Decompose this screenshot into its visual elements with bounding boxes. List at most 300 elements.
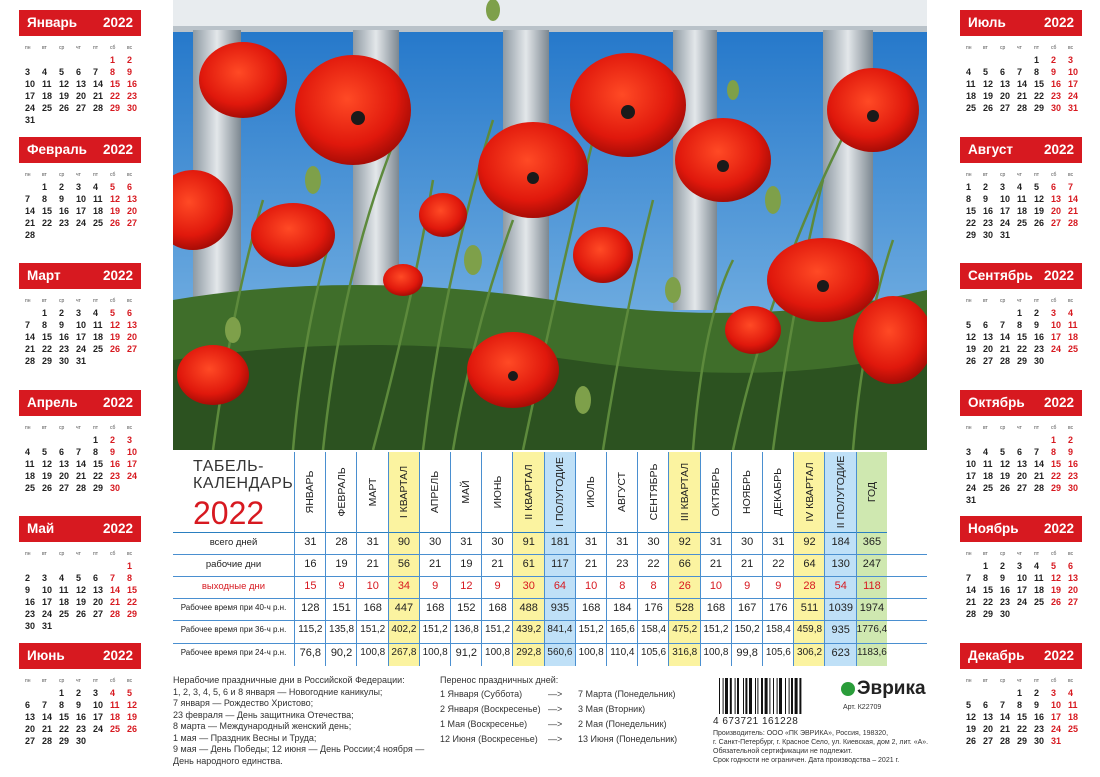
month-header: [960, 516, 1082, 542]
empty-day: [42, 560, 58, 572]
day-cell: 13: [1017, 458, 1028, 469]
day-cell: 17: [76, 205, 87, 216]
day-cell: 27: [983, 735, 994, 746]
day-cell: 23: [76, 723, 87, 734]
day-cell: 14: [93, 79, 104, 89]
day-cell: 6: [25, 699, 31, 710]
day-cell: 2: [1034, 687, 1040, 698]
day-cell: 20: [127, 332, 138, 342]
holiday-line: 1 мая — Праздник Весны и Труда;: [173, 732, 317, 743]
day-cell: 25: [59, 609, 70, 619]
tabel-cell: 56: [397, 558, 411, 570]
tabel-cell: 623: [831, 647, 850, 659]
month-days-grid: [966, 548, 1082, 620]
day-cell: 7: [1017, 67, 1023, 77]
tabel-column: [481, 452, 513, 666]
day-cell: 22: [59, 723, 70, 734]
tabel-cell: 99,8: [736, 647, 758, 659]
empty-day: [983, 307, 999, 319]
day-cell: 9: [127, 67, 133, 77]
day-cell: 17: [1068, 79, 1079, 89]
day-cell: 13: [983, 332, 994, 342]
tabel-cell: 31: [460, 536, 473, 548]
day-cell: 16: [1068, 458, 1079, 469]
day-cell: 6: [1017, 446, 1023, 457]
day-cell: 5: [127, 687, 133, 698]
day-cell: 12: [76, 585, 87, 595]
tabel-cell: 150,2: [734, 624, 760, 635]
day-cell: 23: [127, 91, 138, 101]
day-cell: 19: [1000, 470, 1011, 481]
tabel-column: [731, 452, 763, 666]
day-cell: 26: [1051, 597, 1062, 607]
weekday-label: пн: [25, 677, 31, 684]
tabel-cell: 168: [363, 602, 382, 614]
day-cell: 6: [1051, 181, 1057, 192]
barcode-bar: [735, 678, 736, 714]
day-cell: 30: [1034, 356, 1045, 366]
tabel-cell: 316,8: [672, 647, 698, 658]
empty-day: [966, 54, 982, 66]
day-cell: 5: [983, 67, 989, 77]
day-cell: 9: [983, 193, 989, 204]
weekday-label: сб: [1051, 298, 1057, 304]
month-year: 2022: [1043, 15, 1074, 30]
barcode-bar: [743, 678, 744, 714]
barcode-bar: [789, 678, 790, 714]
empty-day: [983, 687, 999, 699]
tabel-cell: 151,2: [485, 624, 511, 635]
transfer-arrow: —>: [548, 718, 563, 729]
day-cell: 13: [127, 193, 138, 204]
day-cell: 3: [76, 308, 82, 318]
tabel-cell: 1974: [859, 602, 885, 614]
weekday-label: сб: [1051, 171, 1057, 178]
month-header: [19, 10, 141, 36]
weekday-label: пн: [966, 677, 972, 684]
day-cell: 31: [1068, 103, 1079, 113]
producer-info-line: г. Санкт-Петербург, г. Красное Село, ул. Киевская, дом 2, лит. «А».: [713, 739, 929, 746]
day-cell: 4: [25, 446, 31, 457]
day-cell: 24: [76, 217, 87, 228]
tabel-cell: 10: [709, 580, 723, 592]
day-cell: 1: [59, 687, 65, 698]
weekday-label: ср: [59, 298, 65, 304]
tabel-gridline: [173, 554, 927, 555]
tabel-column-header: [607, 452, 638, 533]
weekday-label: чт: [76, 298, 81, 304]
barcode-bar: [755, 678, 756, 714]
tabel-cell: 365: [862, 536, 882, 548]
day-cell: 29: [1017, 356, 1028, 366]
tabel-column-header: [482, 452, 513, 533]
day-cell: 4: [983, 446, 989, 457]
weekday-label: сб: [1051, 677, 1057, 684]
day-cell: 9: [76, 699, 82, 710]
empty-day: [1017, 434, 1033, 446]
tabel-column: [388, 452, 420, 666]
day-cell: 3: [1051, 687, 1057, 698]
weekday-label: ср: [59, 171, 65, 178]
day-cell: 10: [1017, 573, 1028, 583]
tabel-cell: 61: [522, 558, 535, 570]
empty-day: [1000, 307, 1016, 319]
month-days-grid: [966, 169, 1082, 241]
tabel-column-name: ДЕКАБРЬ: [772, 467, 785, 517]
month-name: Август: [968, 141, 1013, 157]
day-cell: 7: [1000, 699, 1006, 710]
weekday-label: ср: [1000, 45, 1006, 51]
empty-day: [93, 54, 109, 66]
day-cell: 15: [42, 332, 53, 342]
month-year: 2022: [102, 141, 133, 157]
day-cell: 21: [1000, 723, 1011, 734]
day-cell: 11: [25, 458, 35, 469]
empty-day: [76, 560, 92, 572]
day-cell: 11: [1068, 699, 1078, 710]
holidays-heading: Нерабочие праздничные дни в Российской Федерации:: [173, 675, 405, 685]
month-year: 2022: [102, 15, 133, 30]
tabel-column-header: [451, 452, 482, 533]
tabel-column-name: ОКТЯБРЬ: [709, 467, 722, 517]
empty-day: [25, 560, 41, 572]
day-cell: 23: [1000, 597, 1011, 607]
day-cell: 12: [1000, 458, 1011, 469]
barcode-bar: [761, 678, 763, 714]
tabel-cell: 181: [550, 536, 570, 548]
tabel-cell: 92: [678, 536, 691, 548]
weekday-label: чт: [1017, 45, 1022, 51]
day-cell: 8: [127, 573, 133, 583]
day-cell: 21: [42, 723, 53, 734]
day-cell: 19: [983, 91, 994, 101]
month-6: [19, 643, 141, 747]
month-header: [960, 10, 1082, 36]
day-cell: 28: [1000, 356, 1011, 366]
tabel-gridline: [173, 620, 927, 621]
weekday-label: сб: [1051, 551, 1057, 557]
tabel-title-line1: ТАБЕЛЬ-: [193, 458, 264, 475]
tabel-cell: 447: [394, 602, 414, 614]
month-days-grid: [25, 675, 141, 747]
day-cell: 25: [93, 217, 104, 228]
day-cell: 12: [127, 699, 138, 710]
tabel-column-header: [357, 452, 388, 533]
day-cell: 4: [93, 181, 99, 192]
day-cell: 19: [76, 597, 87, 607]
transfer-row: [440, 734, 710, 746]
tabel-title: [173, 452, 294, 533]
day-cell: 22: [42, 217, 53, 228]
tabel-column-name: АПРЕЛЬ: [429, 470, 442, 514]
tabel-cell: 184: [831, 536, 850, 548]
day-cell: 25: [1034, 597, 1045, 607]
tabel-column-header: [669, 452, 700, 533]
month-header: [960, 643, 1082, 669]
barcode-bar: [765, 678, 768, 714]
day-cell: 14: [1068, 193, 1079, 204]
day-cell: 7: [1068, 181, 1074, 192]
day-cell: 21: [76, 470, 87, 481]
day-cell: 28: [76, 482, 87, 493]
empty-day: [59, 560, 75, 572]
day-cell: 14: [966, 585, 977, 595]
tabel-cell: 66: [678, 558, 691, 570]
transfers-heading: Перенос праздничных дней:: [440, 675, 559, 685]
day-cell: 21: [1017, 91, 1028, 101]
day-cell: 28: [25, 356, 36, 366]
weekday-label: ср: [1000, 298, 1006, 304]
tabel-title-year: 2022: [193, 495, 265, 531]
weekday-label: пт: [1034, 298, 1039, 304]
tabel-cell: 21: [429, 558, 442, 570]
month-name: Июнь: [27, 647, 65, 663]
day-cell: 11: [42, 79, 52, 89]
day-cell: 28: [110, 609, 121, 619]
tabel-column: [856, 452, 888, 666]
day-cell: 29: [966, 229, 977, 240]
tabel-column-name: II ПОЛУГОДИЕ: [834, 455, 847, 529]
day-cell: 3: [93, 687, 99, 698]
day-cell: 14: [1017, 79, 1028, 89]
day-cell: 10: [76, 193, 87, 204]
weekday-label: ср: [1000, 171, 1006, 178]
day-cell: 16: [1034, 332, 1045, 342]
day-cell: 29: [1051, 482, 1062, 493]
day-cell: 28: [93, 103, 104, 113]
day-cell: 4: [1017, 181, 1023, 192]
month-year: 2022: [102, 521, 133, 536]
empty-day: [1034, 434, 1050, 446]
month-year: 2022: [1043, 141, 1074, 157]
day-cell: 12: [110, 193, 121, 204]
weekday-label: пн: [25, 171, 31, 178]
tabel-column-name: АВГУСТ: [616, 471, 629, 513]
day-cell: 25: [110, 723, 121, 734]
tabel-column: [700, 452, 732, 666]
day-cell: 18: [110, 711, 121, 722]
holiday-line: 1, 2, 3, 4, 5, 6 и 8 января — Новогодние каникулы;: [173, 686, 383, 697]
weekday-label: чт: [76, 424, 81, 431]
weekday-label: ср: [59, 424, 65, 431]
weekday-label: вт: [42, 171, 47, 178]
tabel-cell: 165,6: [609, 624, 635, 635]
weekday-label: сб: [110, 551, 116, 557]
day-cell: 25: [42, 103, 53, 113]
tabel-cell: 28: [335, 536, 348, 548]
transfer-row: [440, 704, 710, 716]
day-cell: 14: [76, 458, 87, 469]
producer-info-line: Производитель: ООО «ПК ЭВРИКА», Россия, 198320,: [713, 730, 889, 737]
tabel-cell: 130: [831, 558, 850, 570]
weekday-label: вс: [1068, 677, 1074, 684]
day-cell: 4: [966, 67, 972, 77]
tabel-column-name: ФЕВРАЛЬ: [335, 467, 348, 517]
day-cell: 10: [1051, 699, 1062, 710]
day-cell: 9: [110, 446, 116, 457]
day-cell: 24: [1051, 344, 1062, 354]
tabel-column-name: I ПОЛУГОДИЕ: [553, 457, 566, 527]
weekday-label: пт: [93, 45, 98, 51]
tabel-cell: 292,8: [516, 647, 542, 658]
tabel-gridline: [173, 598, 927, 599]
tabel-cell: 64: [803, 558, 816, 570]
day-cell: 2: [59, 308, 65, 318]
tabel-cell: 31: [366, 536, 379, 548]
weekday-label: ср: [59, 677, 65, 684]
month-header: [19, 390, 141, 416]
tabel-cell: 31: [304, 536, 317, 548]
weekday-label: вс: [1068, 171, 1074, 178]
tabel-cell: 30: [429, 536, 442, 548]
month-year: 2022: [1043, 268, 1074, 283]
weekday-label: вт: [42, 298, 47, 304]
day-cell: 6: [93, 573, 99, 583]
empty-day: [25, 54, 41, 66]
tabel-column-name: СЕНТЯБРЬ: [647, 463, 660, 521]
tabel-cell: 105,6: [765, 647, 791, 658]
day-cell: 26: [1034, 217, 1045, 228]
weekday-label: пн: [966, 551, 972, 557]
month-8: [960, 137, 1082, 241]
day-cell: 9: [1068, 446, 1074, 457]
transfer-arrow: —>: [548, 688, 563, 699]
transfer-row: [440, 719, 710, 731]
tabel-cell: 23: [616, 558, 629, 570]
month-year: 2022: [1043, 394, 1074, 410]
brand-logo-text: Эврика: [857, 678, 926, 699]
day-cell: 8: [93, 446, 99, 457]
day-cell: 25: [1068, 344, 1079, 354]
weekday-label: ср: [1000, 424, 1006, 431]
day-cell: 21: [1034, 470, 1045, 481]
day-cell: 7: [966, 573, 972, 583]
holiday-line: 9 мая — День Победы; 12 июня — День России;4 ноября — День народного единства.: [173, 744, 425, 766]
day-cell: 9: [1051, 67, 1057, 77]
day-cell: 8: [983, 573, 989, 583]
day-cell: 23: [1068, 470, 1079, 481]
day-cell: 22: [110, 91, 121, 101]
day-cell: 13: [983, 711, 994, 722]
day-cell: 22: [1017, 344, 1028, 354]
tabel-cell: 30: [741, 536, 754, 548]
day-cell: 12: [983, 79, 994, 89]
day-cell: 12: [1034, 193, 1045, 204]
empty-day: [42, 687, 58, 699]
weekday-label: чт: [76, 677, 81, 684]
day-cell: 9: [1034, 320, 1040, 330]
tabel-column-header: [545, 452, 576, 533]
day-cell: 28: [42, 735, 53, 746]
barcode-bar: [769, 678, 770, 714]
weekday-label: вт: [983, 45, 988, 51]
weekday-label: сб: [110, 677, 116, 684]
month-days-grid: [966, 422, 1082, 506]
tabel-cell: 167: [737, 602, 757, 614]
day-cell: 21: [25, 344, 36, 354]
day-cell: 18: [1068, 332, 1079, 342]
day-cell: 28: [25, 229, 36, 240]
day-cell: 28: [966, 609, 977, 619]
day-cell: 5: [966, 320, 972, 330]
tabel-cell: 168: [488, 602, 507, 614]
weekday-label: сб: [110, 424, 116, 431]
day-cell: 3: [1051, 308, 1057, 318]
month-header: [960, 137, 1082, 163]
barcode-bar: [737, 678, 739, 714]
day-cell: 30: [59, 356, 70, 366]
tabel-cell: 560,6: [547, 647, 573, 658]
weekday-label: чт: [1017, 551, 1022, 557]
day-cell: 10: [1068, 67, 1079, 77]
weekday-label: ср: [59, 551, 65, 557]
day-cell: 12: [110, 320, 121, 330]
day-cell: 1: [110, 55, 116, 65]
day-cell: 15: [42, 205, 53, 216]
day-cell: 24: [1000, 217, 1011, 228]
tabel-column-name: МАРТ: [366, 477, 379, 507]
article-number: Арт. К22709: [843, 704, 882, 711]
day-cell: 8: [1017, 320, 1023, 330]
month-7: [960, 10, 1082, 114]
day-cell: 6: [76, 67, 82, 77]
day-cell: 20: [76, 91, 87, 101]
day-cell: 10: [1000, 193, 1011, 204]
day-cell: 6: [983, 699, 989, 710]
day-cell: 15: [1051, 458, 1062, 469]
day-cell: 12: [966, 332, 977, 342]
day-cell: 31: [42, 621, 53, 631]
tabel-column: [325, 452, 357, 666]
tabel-column-header: [420, 452, 451, 533]
month-name: Апрель: [27, 394, 78, 410]
day-cell: 30: [76, 735, 87, 746]
day-cell: 6: [1068, 561, 1074, 571]
day-cell: 11: [110, 699, 120, 710]
day-cell: 8: [59, 699, 65, 710]
tabel-cell: 935: [550, 602, 570, 614]
day-cell: 9: [1034, 699, 1040, 710]
day-cell: 25: [1068, 723, 1079, 734]
tabel-column-name: ГОД: [865, 481, 878, 503]
day-cell: 15: [983, 585, 994, 595]
barcode-bar: [773, 678, 774, 714]
day-cell: 5: [1051, 561, 1057, 571]
day-cell: 2: [59, 181, 65, 192]
weekday-label: пн: [25, 551, 31, 557]
day-cell: 6: [127, 181, 133, 192]
day-cell: 9: [1000, 573, 1006, 583]
day-cell: 23: [25, 609, 36, 619]
day-cell: 19: [110, 205, 121, 216]
day-cell: 11: [93, 320, 103, 330]
day-cell: 17: [966, 470, 977, 481]
tabel-calendar: [173, 452, 927, 666]
day-cell: 18: [1034, 585, 1045, 595]
month-name: Сентябрь: [968, 268, 1033, 283]
tabel-cell: 19: [335, 558, 348, 570]
day-cell: 9: [59, 320, 65, 330]
day-cell: 30: [1000, 609, 1011, 619]
day-cell: 17: [1017, 585, 1028, 595]
day-cell: 18: [93, 205, 104, 216]
weekday-label: ср: [1000, 551, 1006, 557]
day-cell: 29: [1017, 735, 1028, 746]
day-cell: 30: [110, 482, 121, 493]
barcode-number: 4 673721 161228: [713, 716, 799, 727]
day-cell: 24: [25, 103, 36, 113]
day-cell: 25: [983, 482, 994, 493]
